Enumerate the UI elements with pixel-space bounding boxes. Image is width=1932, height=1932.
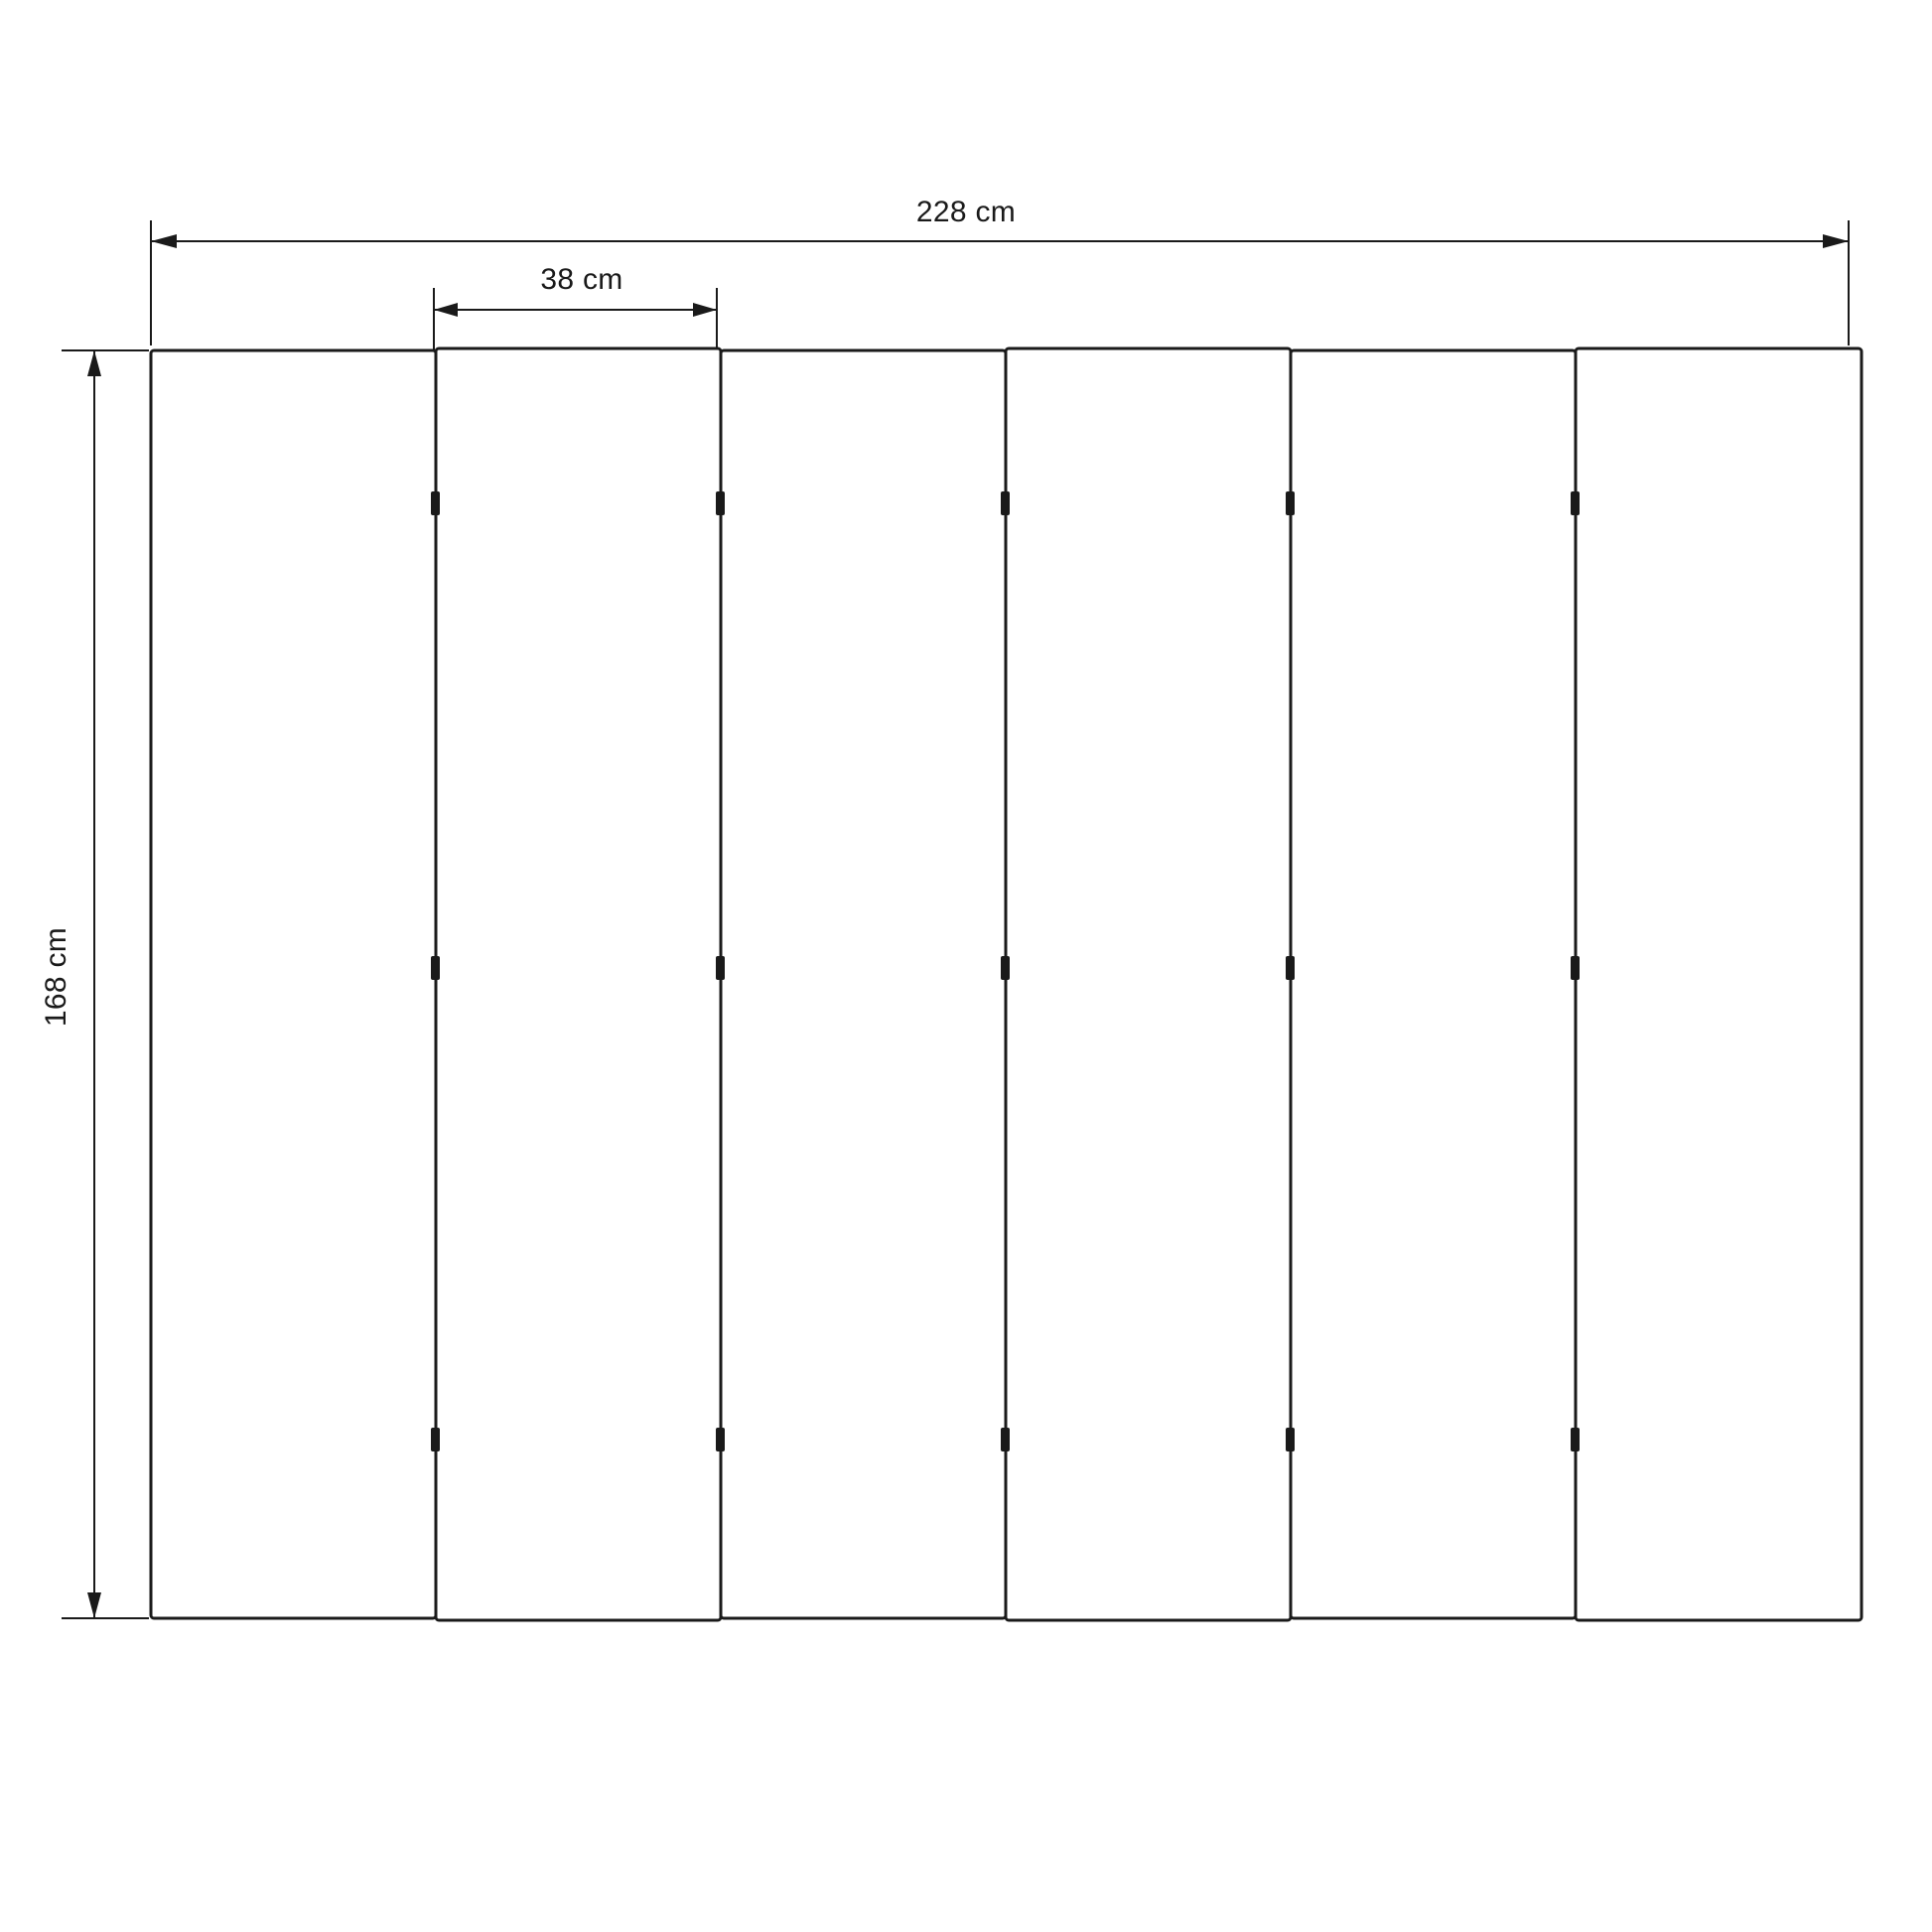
hinge [1286, 491, 1295, 515]
hinge [1571, 491, 1580, 515]
panel-5 [1291, 350, 1576, 1618]
panel-1 [151, 350, 436, 1618]
hinge [431, 491, 440, 515]
hinge [431, 956, 440, 980]
hinge [1286, 956, 1295, 980]
panel-2 [436, 348, 721, 1620]
dimension-label-total-height: 168 cm [40, 926, 72, 1028]
dimension-line-total-width [151, 234, 1849, 248]
hinge [1001, 1428, 1010, 1451]
panel-3 [721, 350, 1006, 1618]
hinge [1001, 956, 1010, 980]
extension-lines-left [62, 350, 149, 1618]
dimension-line-total-height [87, 350, 101, 1618]
hinge [431, 1428, 440, 1451]
hinge [1001, 491, 1010, 515]
dimension-label-panel-width: 38 cm [540, 263, 623, 296]
hinge [716, 1428, 725, 1451]
panel-6 [1576, 348, 1862, 1620]
dimension-label-total-width: 228 cm [915, 196, 1017, 228]
hinge [1571, 956, 1580, 980]
dimension-line-panel-width [434, 303, 717, 317]
extension-lines-panel [434, 288, 717, 349]
hinge [1286, 1428, 1295, 1451]
extension-lines-top [151, 220, 1849, 345]
hinge [716, 956, 725, 980]
panel-4 [1006, 348, 1291, 1620]
hinge [716, 491, 725, 515]
hinge [1571, 1428, 1580, 1451]
